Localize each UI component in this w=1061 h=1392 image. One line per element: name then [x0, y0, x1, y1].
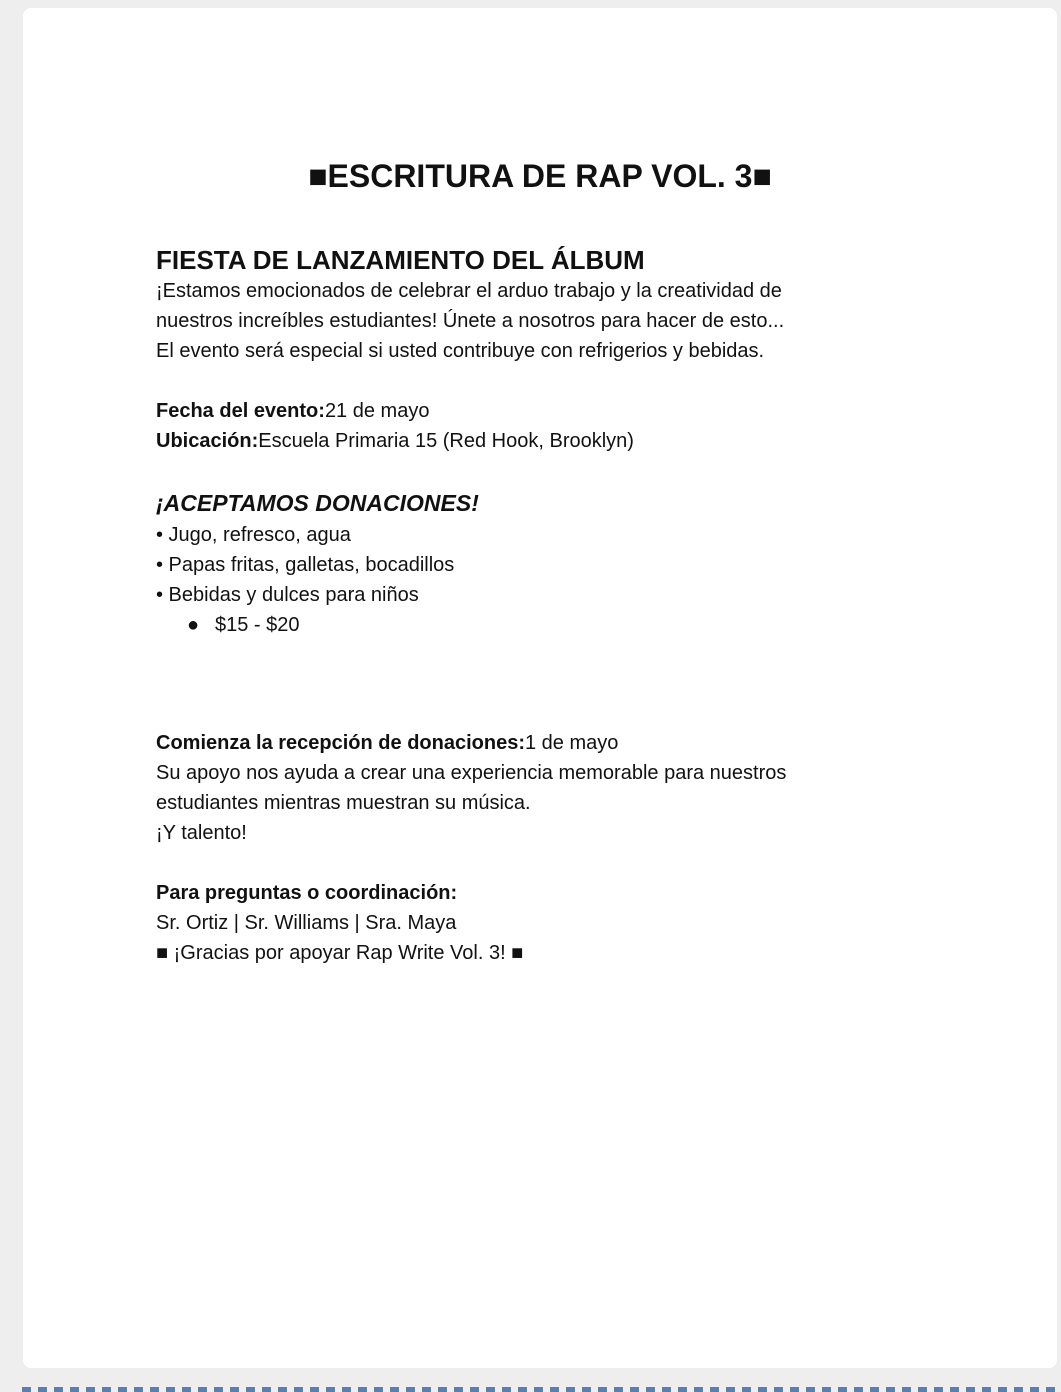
event-date-label: Fecha del evento:	[156, 400, 325, 422]
page-divider	[22, 1387, 1061, 1392]
document-body	[156, 244, 916, 968]
donations-heading: ¡ACEPTAMOS DONACIONES!	[156, 490, 479, 516]
event-date	[156, 396, 916, 426]
section-heading: FIESTA DE LANZAMIENTO DEL ÁLBUM	[156, 245, 645, 275]
collection-value: 1 de mayo	[524, 732, 619, 754]
intro-line-3: El evento será especial si usted contribuye con refrigerios y bebidas.	[156, 340, 765, 362]
donation-list	[156, 520, 916, 640]
intro-line-2: nuestros increíbles estudiantes! Únete a nosotros para hacer de esto...	[156, 310, 785, 332]
donation-item: • Jugo, refresco, agua	[156, 524, 351, 546]
event-location-label: Ubicación:	[156, 430, 259, 452]
support-line-1: Su apoyo nos ayuda a crear una experiencia memorable para nuestros	[156, 762, 787, 784]
event-date-value: 21 de mayo	[324, 400, 430, 422]
contact-heading: Para preguntas o coordinación:	[156, 882, 458, 904]
event-location-value: Escuela Primaria 15 (Red Hook, Brooklyn)	[258, 430, 634, 452]
intro-line-1: ¡Estamos emocionados de celebrar el arduo trabajo y la creatividad de	[156, 280, 782, 302]
support-line-2: estudiantes mientras muestran su música.	[156, 792, 531, 814]
collection-start	[156, 728, 916, 758]
thanks-line: ■ ¡Gracias por apoyar Rap Write Vol. 3! ■	[156, 942, 524, 964]
page-title: ■ESCRITURA DE RAP VOL. 3■	[308, 158, 772, 194]
event-location	[156, 426, 916, 456]
donation-item: • Papas fritas, galletas, bocadillos	[156, 554, 455, 576]
bullet-icon: ●	[187, 614, 200, 636]
contact-names: Sr. Ortiz | Sr. Williams | Sra. Maya	[156, 912, 457, 934]
donation-item: • Bebidas y dulces para niños	[156, 584, 419, 606]
donation-sub-item	[156, 610, 916, 640]
support-line-3: ¡Y talento!	[156, 822, 247, 844]
document-page	[23, 8, 1057, 1368]
donation-amount: $15 - $20	[215, 614, 300, 636]
collection-label: Comienza la recepción de donaciones:	[156, 732, 525, 754]
